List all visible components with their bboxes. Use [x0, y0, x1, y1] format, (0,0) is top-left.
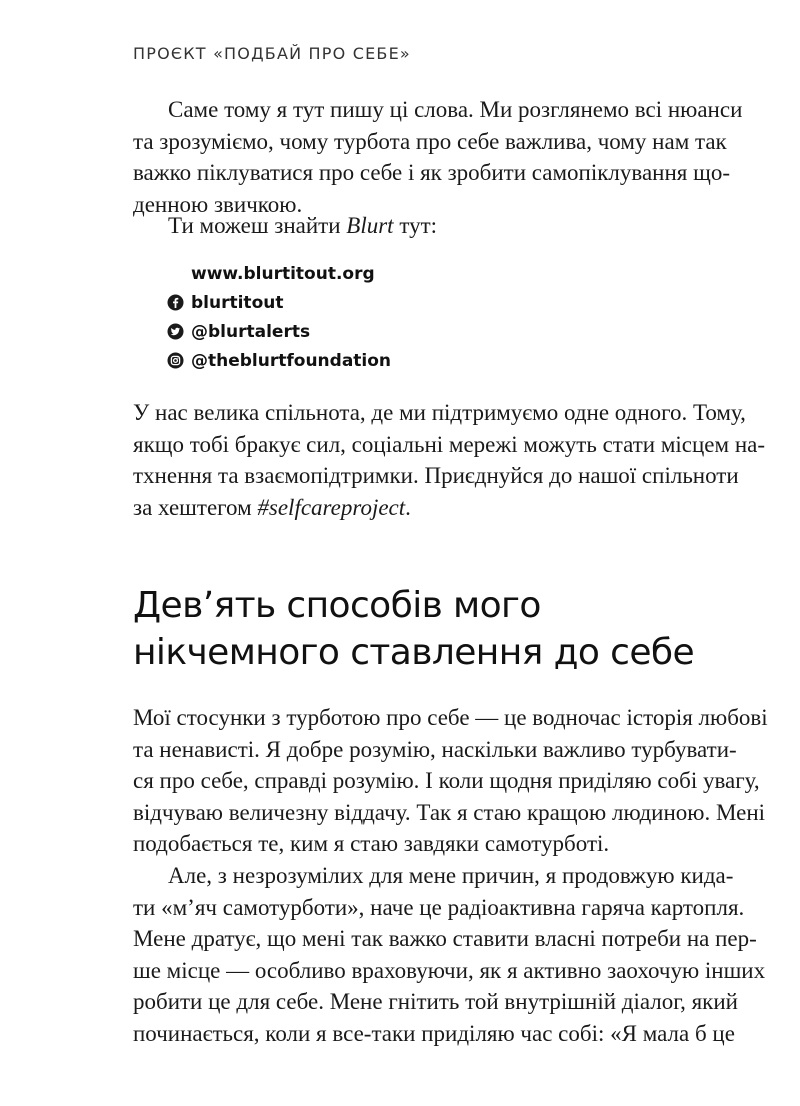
twitter-handle[interactable]: @blurtalerts — [191, 321, 311, 342]
twitter-icon — [166, 323, 184, 341]
text-line: відчуваю величезну віддачу. Так я стаю кращою людиною. Мені — [133, 799, 766, 825]
instagram-icon — [166, 352, 184, 370]
text-line: ся про себе, справді розумію. І коли щодня приділяю собі увагу, — [133, 768, 760, 793]
text-line: Саме тому я тут пишу ці слова. Ми розглянемо всі нюанси — [168, 97, 743, 122]
brand-name: Blurt — [346, 213, 394, 238]
text-line: якщо тобі бракує сил, соціальні мережі можуть стати місцем на- — [133, 431, 765, 457]
website-row — [166, 259, 391, 288]
text-line: починається, коли я все-таки приділяю час собі: «Я мала б це — [133, 1020, 735, 1046]
twitter-row — [166, 317, 391, 346]
text-line: робити це для себе. Мене гнітить той внутрішній діалог, який — [133, 989, 738, 1014]
website-link[interactable]: www.blurtitout.org — [191, 263, 375, 284]
facebook-handle[interactable]: blurtitout — [191, 292, 284, 313]
text-line: та ненависті. Я добре розумію, наскільки важливо турбувати- — [133, 736, 737, 762]
text-line: тхнення та взаємопідтримки. Приєднуйся до нашої спільноти — [133, 463, 739, 488]
text-line: денною звичкою. — [133, 191, 303, 217]
text-line: важко піклуватися про себе і як зробити самопіклування що- — [133, 160, 730, 185]
text-line: Мої стосунки з турботою про себе — це водночас історія любові — [133, 705, 768, 730]
text-line: У нас велика спільнота, де ми підтримуємо одне одного. Тому, — [133, 400, 746, 425]
section-heading — [133, 582, 694, 676]
facebook-icon — [166, 294, 184, 312]
facebook-row — [166, 288, 391, 317]
instagram-handle[interactable]: @theblurtfoundation — [191, 350, 392, 371]
text-line: Але, з незрозумілих для мене причин, я продовжую кида- — [168, 863, 734, 888]
text-line: Мене дратує, що мені так важко ставити власні потреби на пер- — [133, 926, 757, 951]
text-line: та зрозуміємо, чому турбота про себе важлива, чому нам так — [133, 128, 727, 154]
text-line: ти «м’яч самотурботи», наче це радіоактивна гаряча картопля. — [133, 894, 745, 920]
paragraph-relationship — [133, 702, 768, 860]
running-head: ПРОЄКТ «ПОДБАЙ ПРО СЕБЕ» — [133, 44, 411, 63]
instagram-row — [166, 346, 391, 375]
find-us-suffix: тут: — [393, 213, 438, 238]
hashtag[interactable]: #selfcareproject — [257, 494, 406, 520]
heading-line: Дев’ять способів мого — [133, 585, 541, 626]
intro-paragraph — [133, 94, 743, 220]
text-line: за хештегом #selfcareproject. — [133, 494, 411, 520]
paragraph-hot-potato — [133, 860, 766, 1049]
heading-line: нікчемного ставлення до себе — [133, 632, 695, 673]
find-us-line — [133, 210, 708, 242]
community-paragraph — [133, 397, 765, 523]
contact-list — [166, 259, 391, 375]
text-line: ше місце — особливо враховуючи, як я активно заохочую інших — [133, 957, 766, 983]
text-line: подобається те, ким я стаю завдяки самотурботі. — [133, 831, 610, 856]
find-us-text: Ти можеш знайти — [168, 213, 347, 238]
